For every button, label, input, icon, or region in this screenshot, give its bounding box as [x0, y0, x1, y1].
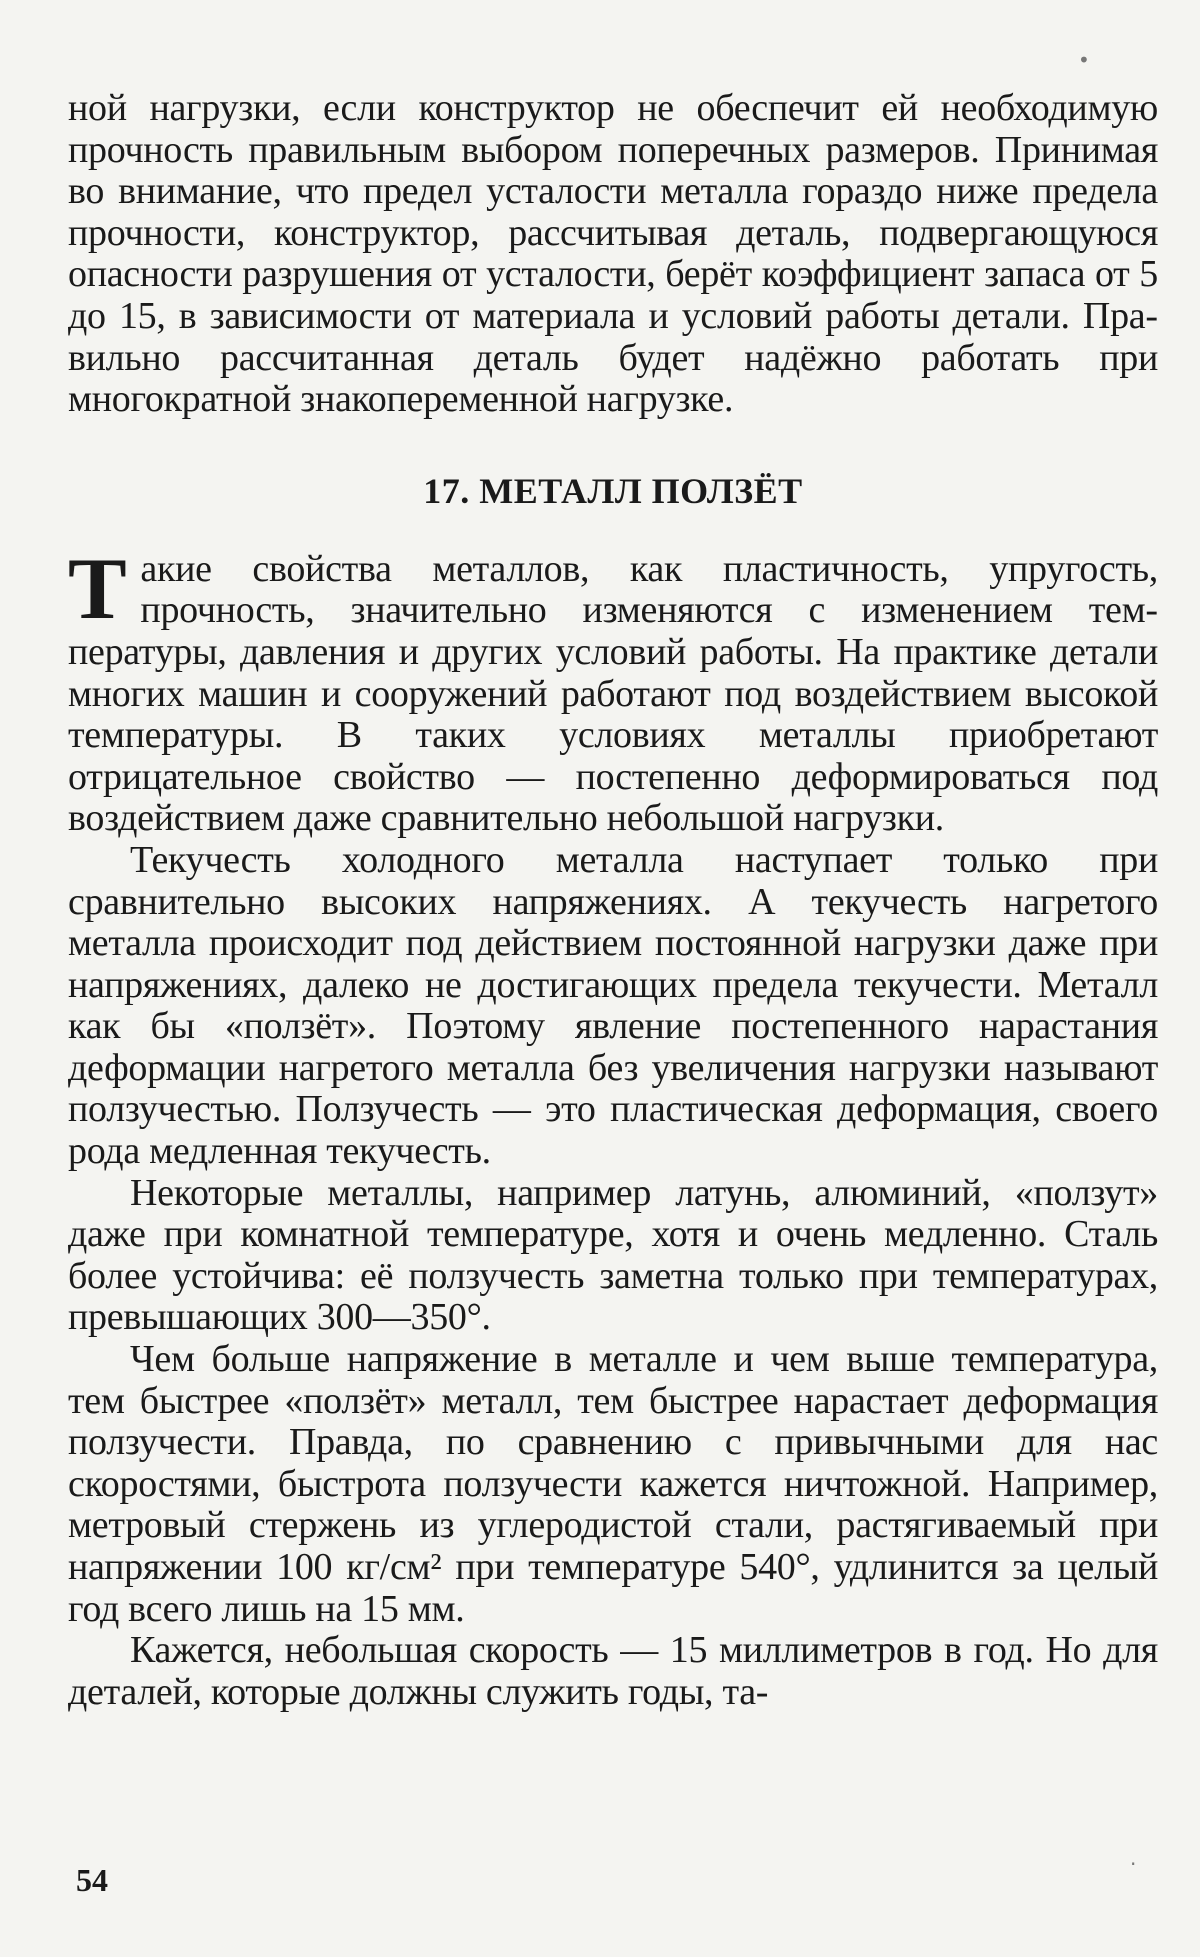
section-title: 17. МЕТАЛЛ ПОЛЗЁТ: [423, 470, 803, 511]
page-number: 54: [76, 1862, 108, 1898]
paragraph-creep-definition: Текучесть холодного металла наступает только при сравнительно высоких напряжениях. А текучесть нагретого металла происходит под действием постоянной нагрузки даже при напряжениях, далеко не достигающих предела текучести. Металл как бы «ползёт». Поэтому явление постепенного нарастания деформации нагретого металла без увеличения нагрузки называют ползучестью. Ползучесть — это пластическая деформация, своего рода медленная текучесть.: [68, 838, 1158, 1173]
paragraph-creep-rate: Чем больше напряжение в металле и чем выше температура, тем быстрее «ползёт» металл, тем быстрее нарастает деформация ползучести. Правда, по сравнению с привычными для нас скоростями, быстрота ползучести кажется ничтожной. Например, метровый стержень из углеродистой стали, растягиваемый при напряжении 100 кг/см² при температуре 540°, удлинится за целый год всего лишь на 15 мм.: [68, 1338, 1158, 1630]
paragraph-continuation: ной нагрузки, если конструктор не обеспечит ей необходимую прочность правильным выбором поперечных размеров. Принимая во внимание, что предел усталости металла гораздо ниже предела прочности, конструктор, рассчитывая деталь, подвергающуюся опасности разрушения от усталости, берёт коэффициент запаса от 5 до 15, в зависимости от материала и условий работы детали. Правильно рассчитанная деталь будет надёжно работать при многократной знакопеременной нагрузке.: [68, 87, 1158, 421]
paragraph-room-temperature: Некоторые металлы, например латунь, алюминий, «ползут» даже при комнатной температуре, хотя и очень медленно. Сталь более устойчива: её ползучесть заметна только при температурах, превышающих 300—350°.: [68, 1171, 1158, 1339]
book-page: [68, 88, 1158, 1713]
scan-speck: ·: [1130, 1852, 1137, 1876]
drop-cap-letter: Т: [68, 540, 127, 638]
paragraph-section-intro-text: акие свойства металлов, как пластичность, упругость, прочность, значительно изменяются с изменением температуры, давления и других условий работы. На практике детали многих машин и сооружений работают под воздействием высокой температуры. В таких условиях металлы приобретают отрицательное свойство — постепенно деформироваться под воздействием даже сравнительно небольшой нагрузки.: [68, 547, 1158, 840]
scan-speck: •: [1078, 48, 1090, 72]
paragraph-section-intro: [68, 540, 1158, 840]
paragraph-continues: Кажется, небольшая скорость — 15 миллиметров в год. Но для деталей, которые должны служить годы, та-: [68, 1629, 1158, 1713]
